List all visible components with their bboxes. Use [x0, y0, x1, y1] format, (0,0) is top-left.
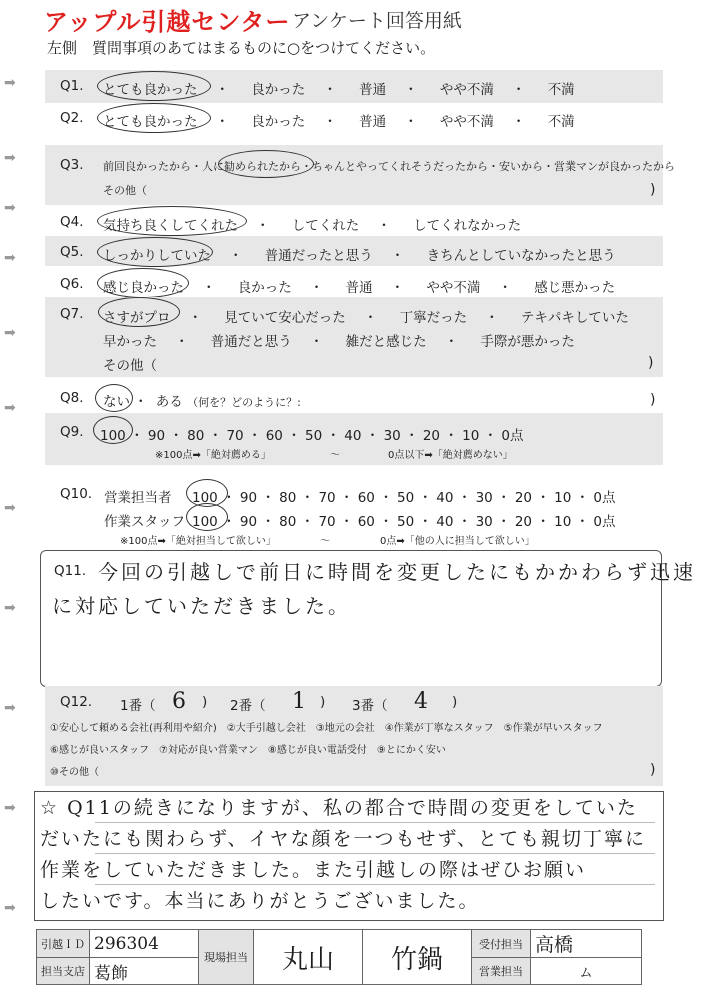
q10-score[interactable]: 80	[279, 514, 297, 530]
q5-option[interactable]: 普通だったと思う	[264, 248, 373, 264]
q6-option[interactable]: 普通	[345, 280, 373, 296]
q10-score[interactable]: 30	[475, 514, 493, 530]
q4-option[interactable]: 気持ち良くしてくれた	[103, 218, 238, 234]
q7-option[interactable]: テキパキしていた	[520, 310, 629, 326]
q11-answer-line1: 今回の引越しで前日に時間を変更したにもかかわらず迅速	[98, 560, 696, 584]
q11-number: Q11.	[54, 563, 87, 579]
q10-score[interactable]: 60	[357, 490, 375, 506]
q11-answer-line2: に対応していただきました。	[52, 594, 351, 618]
q8-close: )	[650, 392, 656, 408]
q9-score[interactable]: 30	[383, 428, 401, 444]
q7-option[interactable]: 普通だと思う	[210, 334, 292, 350]
q5-number: Q5.	[60, 244, 84, 260]
q10-score[interactable]: 10	[554, 514, 572, 530]
q7-options-line2: 早かった ・ 普通だと思う ・ 雑だと感じた ・ 手際が悪かった	[103, 330, 575, 350]
q8-note: （何を？どのように？:	[187, 396, 301, 409]
q7-other-label: その他（	[103, 358, 157, 374]
answer-circle	[97, 268, 189, 298]
binder-arrow-icon: ➡	[4, 200, 16, 216]
binder-arrow-icon: ➡	[4, 500, 16, 516]
q9-note-left: ※100点➡「絶対薦める」	[155, 450, 271, 461]
q4-options: 気持ち良くしてくれた ・ してくれた ・ してくれなかった	[103, 214, 521, 234]
office-use-table	[36, 929, 642, 985]
q10-tilde: 〜	[320, 536, 330, 547]
comment-line: 作業をしていただきました。また引越しの際はぜひお願い	[40, 859, 587, 881]
site-staff-1[interactable]: 丸山	[254, 930, 363, 985]
form-title: アンケート回答用紙	[292, 10, 462, 32]
q12-choices-line3: ⑩その他（	[50, 767, 99, 778]
q12-number: Q12.	[60, 694, 93, 710]
q10-score[interactable]: 90	[239, 514, 258, 530]
reception-label: 受付担当	[472, 930, 531, 958]
q2-option[interactable]: とても良かった	[103, 114, 198, 130]
q12-rank1-close: )	[202, 694, 208, 710]
instruction-text: 左側 質問事項のあてはまるものに○をつけてください。	[47, 39, 436, 57]
q8-number: Q8.	[60, 390, 84, 406]
q1-option[interactable]: 普通	[359, 82, 387, 98]
q8-option[interactable]: ある	[155, 394, 183, 410]
q12-choices-line1: ①安心して頼める会社(再利用や紹介) ②大手引越し会社 ③地元の会社 ④作業が丁寧なスタッフ ⑤作業が早いスタッフ	[50, 723, 603, 734]
q9-score[interactable]: 90	[147, 428, 166, 444]
q3-other-label: その他（	[103, 184, 147, 197]
q4-number: Q4.	[60, 214, 84, 230]
q2-option[interactable]: やや不満	[439, 114, 494, 130]
branch-value[interactable]: 葛飾	[90, 958, 199, 985]
q10-score[interactable]: 60	[357, 514, 375, 530]
q10-note-right: 0点➡「他の人に担当して欲しい」	[380, 536, 535, 547]
answer-circle	[97, 237, 213, 267]
q7-option[interactable]: 手際が悪かった	[480, 334, 575, 350]
q9-tilde: 〜	[330, 450, 340, 461]
q6-option[interactable]: 良かった	[237, 280, 292, 296]
q9-score[interactable]: 60	[265, 428, 283, 444]
comment-rule	[95, 853, 655, 854]
q7-option[interactable]: 丁寧だった	[399, 310, 468, 326]
q7-number: Q7.	[60, 306, 84, 322]
q1-option[interactable]: 良かった	[251, 82, 306, 98]
q4-option[interactable]: してくれなかった	[413, 218, 522, 234]
brand-title: アップル引越センター	[44, 8, 291, 36]
q10-score[interactable]: 70	[318, 514, 336, 530]
q12-rank2-value[interactable]: 1	[292, 689, 306, 714]
q7-option[interactable]: 早かった	[103, 334, 157, 350]
q12-rank3-label: 3番（	[352, 698, 388, 714]
q12-rank2-close: )	[320, 694, 326, 710]
q10-score[interactable]: 20	[514, 490, 533, 506]
q9-scores: 100 ・ 90 ・ 80 ・ 70 ・ 60 ・ 50 ・ 40 ・ 30 ・ 20 ・ 10 ・ 0点	[100, 428, 524, 444]
sales-label: 営業担当	[472, 958, 531, 985]
q7-option[interactable]: 雑だと感じた	[345, 334, 427, 350]
q12-rank3-value[interactable]: 4	[414, 689, 428, 714]
q10-score[interactable]: 50	[397, 490, 415, 506]
q6-option[interactable]: 感じ良かった	[103, 280, 184, 296]
q10-staff-scores: 100 ・ 90 ・ 80 ・ 70 ・ 60 ・ 50 ・ 40 ・ 30 ・ 20 ・ 10 ・ 0点	[192, 514, 616, 530]
sales-value[interactable]: ム	[531, 958, 642, 985]
q3-reasons: 前回良かったから・人に勧められたから・ちゃんとやってくれそうだったから・安いから・営業マンが良かったから	[103, 160, 675, 173]
q10-score[interactable]: 80	[279, 490, 297, 506]
q2-option[interactable]: 普通	[359, 114, 387, 130]
comment-line: だいたにも関わらず、イヤな顔を一つもせず、とても親切丁寧に	[40, 828, 646, 850]
q7-option[interactable]: さすがプロ	[103, 310, 171, 326]
q10-score[interactable]: 30	[475, 490, 493, 506]
q10-score[interactable]: 100	[192, 490, 218, 506]
q12-rank1-label: 1番（	[120, 698, 156, 714]
binder-arrow-icon: ➡	[4, 800, 16, 816]
reception-value[interactable]: 高橋	[531, 930, 642, 958]
q8-options: ない ・ ある （何を？どのように？:	[103, 390, 301, 410]
q12-choices-line2: ⑥感じが良いスタッフ ⑦対応が良い営業マン ⑧感じが良い電話受付 ⑨とにかく安い	[50, 745, 446, 756]
q6-number: Q6.	[60, 276, 84, 292]
q1-number: Q1.	[60, 78, 84, 94]
q10-label-staff: 作業スタッフ	[104, 514, 185, 530]
answer-circle	[95, 384, 133, 412]
move-id-value[interactable]: 296304	[90, 930, 199, 958]
q2-options: とても良かった ・ 良かった ・ 普通 ・ やや不満 ・ 不満	[103, 110, 575, 130]
answer-circle	[97, 206, 247, 236]
binder-arrow-icon: ➡	[4, 75, 16, 91]
q5-options: しっかりしていた ・ 普通だったと思う ・ きちんとしていなかったと思う	[103, 244, 616, 264]
comment-line: したいです。本当にありがとうございました。	[40, 890, 480, 912]
binder-arrow-icon: ➡	[4, 250, 16, 266]
move-id-label: 引越ＩＤ	[37, 930, 90, 958]
q10-score[interactable]: 90	[239, 490, 258, 506]
q12-rank2-label: 2番（	[230, 698, 266, 714]
site-staff-2[interactable]: 竹鍋	[363, 930, 472, 985]
q10-score[interactable]: 20	[514, 514, 533, 530]
q9-score[interactable]: 80	[187, 428, 205, 444]
q10-score[interactable]: 0点	[593, 490, 616, 506]
q9-score[interactable]: 20	[422, 428, 441, 444]
binder-arrow-icon: ➡	[4, 700, 16, 716]
q2-option[interactable]: 良かった	[251, 114, 306, 130]
comment-line: ☆ Q11の続きになりますが、私の都合で時間の変更をしていた	[40, 797, 638, 819]
comment-rule	[95, 822, 655, 823]
q9-score[interactable]: 40	[344, 428, 362, 444]
q10-score[interactable]: 10	[554, 490, 572, 506]
site-staff-label: 現場担当	[199, 930, 254, 985]
binder-arrow-icon: ➡	[4, 400, 16, 416]
q1-option[interactable]: とても良かった	[103, 82, 198, 98]
q9-score[interactable]: 70	[226, 428, 244, 444]
binder-arrow-icon: ➡	[4, 150, 16, 166]
answer-circle	[98, 297, 180, 327]
q10-sales-scores: 100 ・ 90 ・ 80 ・ 70 ・ 60 ・ 50 ・ 40 ・ 30 ・ 20 ・ 10 ・ 0点	[192, 490, 616, 506]
q6-option[interactable]: 感じ悪かった	[534, 280, 616, 296]
q5-option[interactable]: しっかりしていた	[103, 248, 211, 264]
q3-other-close: )	[650, 182, 656, 198]
answer-circle	[218, 150, 314, 178]
q10-label-sales: 営業担当者	[104, 490, 172, 506]
binder-arrow-icon: ➡	[4, 325, 16, 341]
answer-circle	[97, 71, 211, 101]
q9-score[interactable]: 100	[100, 428, 126, 444]
q3-number: Q3.	[60, 157, 84, 173]
q7-options-line1: さすがプロ ・ 見ていて安心だった ・ 丁寧だった ・ テキパキしていた	[103, 306, 629, 326]
comment-rule	[95, 884, 655, 885]
q8-option[interactable]: ない	[103, 394, 130, 410]
q12-rank3-close: )	[452, 694, 458, 710]
q1-option[interactable]: やや不満	[439, 82, 494, 98]
q4-option[interactable]: してくれた	[291, 218, 360, 234]
q9-score[interactable]: 0点	[501, 428, 524, 444]
q2-option[interactable]: 不満	[547, 114, 575, 130]
branch-label: 担当支店	[37, 958, 90, 985]
q9-score[interactable]: 50	[305, 428, 323, 444]
q7-other-close: )	[648, 355, 654, 371]
binder-arrow-icon: ➡	[4, 600, 16, 616]
q12-rank1-value[interactable]: 6	[172, 689, 186, 714]
q1-options: とても良かった ・ 良かった ・ 普通 ・ やや不満 ・ 不満	[103, 78, 575, 98]
binder-arrow-icon: ➡	[4, 900, 16, 916]
q10-number: Q10.	[60, 486, 93, 502]
q5-option[interactable]: きちんとしていなかったと思う	[426, 248, 616, 264]
q6-options: 感じ良かった ・ 良かった ・ 普通 ・ やや不満 ・ 感じ悪かった	[103, 276, 615, 296]
q10-score[interactable]: 40	[436, 514, 454, 530]
q1-option[interactable]: 不満	[547, 82, 575, 98]
q12-other-close: )	[650, 762, 656, 778]
q2-number: Q2.	[60, 110, 84, 126]
q10-score[interactable]: 70	[318, 490, 336, 506]
q9-note-right: 0点以下➡「絶対薦めない」	[388, 450, 513, 461]
q10-note-left: ※100点➡「絶対担当して欲しい」	[120, 536, 276, 547]
q9-score[interactable]: 10	[462, 428, 480, 444]
q6-option[interactable]: やや不満	[426, 280, 481, 296]
q7-option[interactable]: 見ていて安心だった	[224, 310, 346, 326]
answer-circle	[186, 503, 228, 531]
q10-score[interactable]: 100	[192, 514, 218, 530]
q10-score[interactable]: 40	[436, 490, 454, 506]
q10-score[interactable]: 0点	[593, 514, 616, 530]
q9-number: Q9.	[60, 424, 84, 440]
q10-score[interactable]: 50	[397, 514, 415, 530]
answer-circle	[93, 416, 133, 444]
answer-circle	[97, 103, 211, 133]
